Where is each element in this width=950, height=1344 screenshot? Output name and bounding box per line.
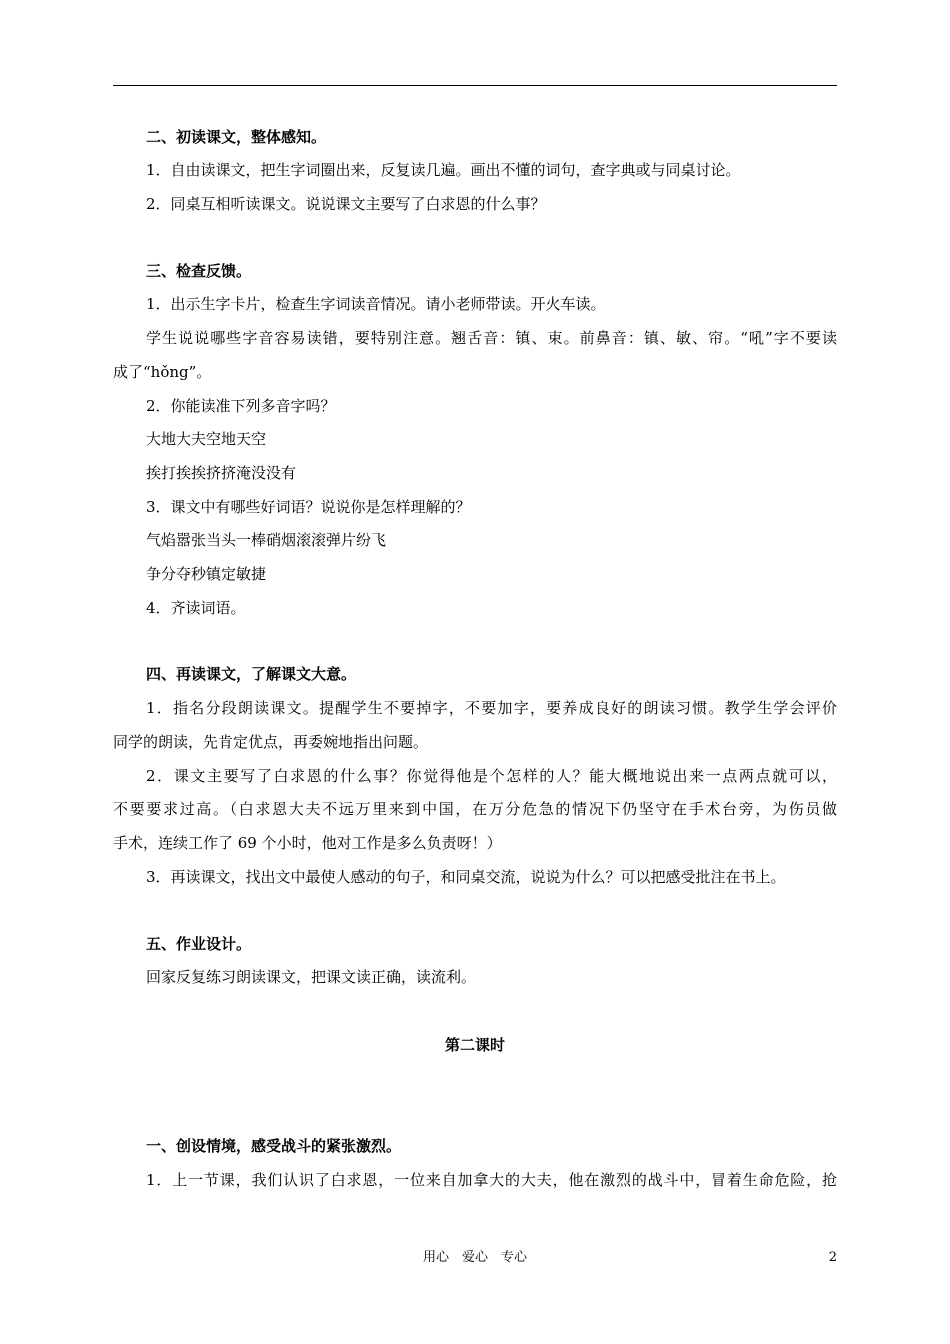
word-list: 挨打挨挨挤挤淹没没有: [146, 464, 297, 482]
paragraph: 学生说说哪些字音容易读错，要特别注意。翘舌音：镇、束。前鼻音：镇、敏、帘。“吼”字不要读: [146, 329, 837, 347]
section-heading: 四、再读课文，了解课文大意。: [146, 665, 357, 683]
paragraph: 2．课文主要写了白求恩的什么事？你觉得他是个怎样的人？能大概地说出来一点两点就可以，: [146, 767, 837, 785]
paragraph: 2．你能读准下列多音字吗？: [146, 397, 336, 415]
section-heading: 二、初读课文，整体感知。: [146, 128, 327, 146]
paragraph: 1．上一节课，我们认识了白求恩，一位来自加拿大的大夫，他在激烈的战斗中，冒着生命危险，抢: [146, 1171, 837, 1189]
section-heading: 三、检查反馈。: [146, 262, 252, 280]
page-number: 2: [828, 1250, 837, 1265]
paragraph: 回家反复练习朗读课文，把课文读正确，读流利。: [146, 968, 477, 986]
paragraph-continuation: 手术，连续工作了 69 个小时，他对工作是多么负责呀！）: [113, 834, 502, 852]
header-rule: [113, 85, 837, 86]
paragraph: 1．自由读课文，把生字词圈出来，反复读几遍。画出不懂的词句，查字典或与同桌讨论。: [146, 161, 741, 179]
paragraph: 4．齐读词语。: [146, 599, 246, 617]
section-heading: 五、作业设计。: [146, 935, 252, 953]
paragraph-continuation: 成了“hǒng”。: [113, 363, 212, 381]
paragraph: 1．指名分段朗读课文。提醒学生不要掉字，不要加字，要养成良好的朗读习惯。教学生学会评价: [146, 699, 837, 717]
paragraph: 3．再读课文，找出文中最使人感动的句子，和同桌交流，说说为什么？可以把感受批注在书上。: [146, 868, 786, 886]
footer-motto: 用心 爱心 专心: [422, 1250, 527, 1265]
paragraph: 3．课文中有哪些好词语？说说你是怎样理解的？: [146, 498, 471, 516]
lesson-title: 第二课时: [444, 1036, 505, 1054]
paragraph: 2．同桌互相听读课文。说说课文主要写了白求恩的什么事？: [146, 195, 546, 213]
section-heading: 一、创设情境，感受战斗的紧张激烈。: [146, 1137, 402, 1155]
word-list: 争分夺秒镇定敏捷: [146, 565, 267, 583]
paragraph-continuation: 不要要求过高。（白求恩大夫不远万里来到中国，在万分危急的情况下仍坚守在手术台旁，为伤员做: [113, 800, 837, 818]
paragraph-continuation: 同学的朗读，先肯定优点，再委婉地指出问题。: [113, 733, 429, 751]
paragraph: 1．出示生字卡片，检查生字词读音情况。请小老师带读。开火车读。: [146, 295, 606, 313]
word-list: 大地大夫空地天空: [146, 430, 267, 448]
word-list: 气焰嚣张当头一棒硝烟滚滚弹片纷飞: [146, 531, 387, 549]
